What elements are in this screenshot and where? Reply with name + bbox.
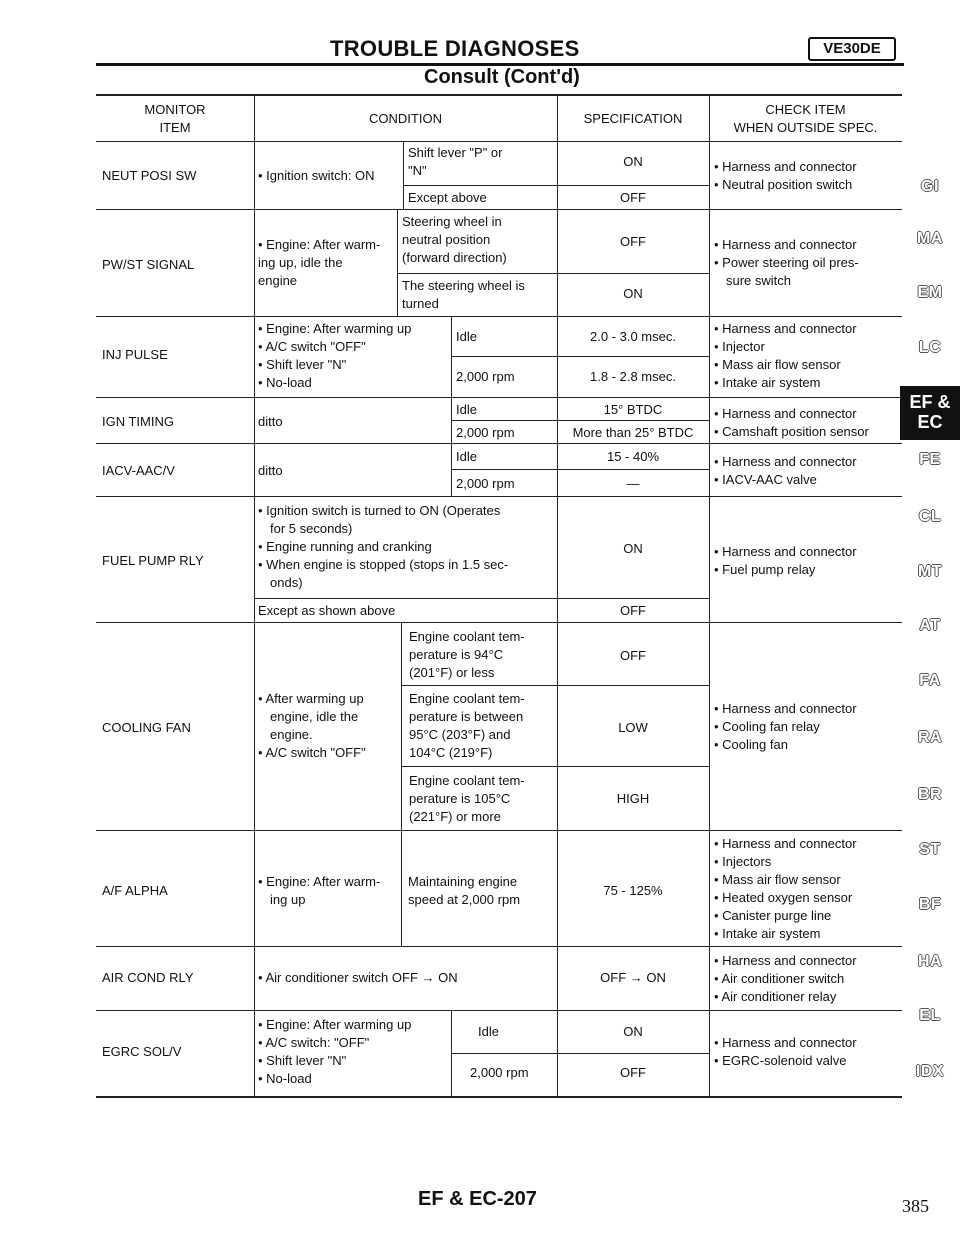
sub-condition: Idle [456, 449, 477, 464]
sub-condition: 2,000 rpm [456, 369, 515, 384]
sidebar-tab-fe[interactable]: FE [919, 451, 941, 468]
monitor-item: INJ PULSE [102, 347, 168, 362]
specification: 15 - 40% [606, 449, 660, 464]
condition: • Ignition switch is turned to ON (Operates for 5 seconds) • Engine running and cranking • When engine is stopped (stops in 1.5 sec- onds) [258, 503, 509, 590]
col-header-check-item: CHECK ITEM WHEN OUTSIDE SPEC. [733, 102, 878, 135]
monitor-item: COOLING FAN [102, 720, 191, 735]
specification: LOW [618, 720, 648, 735]
monitor-item: PW/ST SIGNAL [102, 257, 195, 272]
sub-condition: Engine coolant tem- perature is between 95°C (203°F) and 104°C (219°F) [409, 691, 525, 760]
sidebar-tab-ef-ec[interactable]: EF & EC [900, 386, 960, 440]
specification: OFF [620, 190, 646, 205]
sub-condition: Idle [456, 402, 477, 417]
col-header-specification: SPECIFICATION [583, 111, 683, 126]
specification: 1.8 - 2.8 msec. [590, 369, 676, 384]
monitor-item: IACV-AAC/V [102, 463, 175, 478]
specification: OFF → ON [600, 970, 666, 985]
check-items: • Harness and connector • Neutral position switch [714, 159, 857, 192]
condition: • Engine: After warming up • A/C switch: "OFF" • Shift lever "N" • No-load [258, 1017, 412, 1086]
condition: • Engine: After warm- ing up, idle the engine [258, 237, 381, 288]
sidebar-tab-gi[interactable]: GI [921, 178, 939, 195]
condition: ditto [258, 414, 283, 429]
sub-condition: 2,000 rpm [456, 476, 515, 491]
specification: HIGH [616, 791, 650, 806]
check-items: • Harness and connector • Air conditioner switch • Air conditioner relay [714, 953, 857, 1004]
sub-condition: 2,000 rpm [456, 425, 515, 440]
sub-condition: Shift lever "P" or "N" [408, 145, 503, 178]
check-items: • Harness and connector • Injector • Mass air flow sensor • Intake air system [714, 321, 857, 390]
monitor-item: FUEL PUMP RLY [102, 553, 204, 568]
check-items: • Harness and connector • Cooling fan relay • Cooling fan [714, 701, 857, 752]
monitor-item: AIR COND RLY [102, 970, 194, 985]
page-number: 385 [902, 1196, 929, 1216]
specification: — [626, 476, 640, 491]
specification: OFF [620, 234, 646, 249]
specification: OFF [620, 648, 646, 663]
sidebar-tab-el[interactable]: EL [919, 1007, 941, 1024]
specification: 75 - 125% [603, 883, 663, 898]
sidebar-tab-ha[interactable]: HA [917, 953, 943, 970]
sub-condition: Engine coolant tem- perature is 105°C (221°F) or more [409, 773, 525, 824]
page-subtitle: Consult (Cont'd) [424, 66, 580, 88]
specification: 2.0 - 3.0 msec. [590, 329, 676, 344]
check-items: • Harness and connector • Fuel pump relay [714, 544, 857, 577]
sidebar-tab-fa[interactable]: FA [919, 672, 941, 689]
specification: ON [623, 286, 643, 301]
sub-condition: The steering wheel is turned [402, 278, 525, 311]
condition: • After warming up engine, idle the engine. • A/C switch "OFF" [258, 691, 366, 760]
check-items: • Harness and connector • Injectors • Mass air flow sensor • Heated oxygen sensor • Canister purge line • Intake air system [714, 836, 857, 941]
sub-condition: 2,000 rpm [470, 1065, 529, 1080]
sub-condition: Idle [478, 1024, 499, 1039]
sidebar-tab-at[interactable]: AT [919, 617, 941, 634]
specification: OFF [620, 1065, 646, 1080]
monitor-item: IGN TIMING [102, 414, 174, 429]
sub-condition: Idle [456, 329, 477, 344]
specification: ON [623, 1024, 643, 1039]
sidebar-tab-ra[interactable]: RA [917, 729, 943, 746]
check-items: • Harness and connector • IACV-AAC valve [714, 454, 857, 487]
page-footer-label: EF & EC-207 [418, 1188, 537, 1210]
sidebar-tab-em[interactable]: EM [917, 284, 943, 301]
specification: 15° BTDC [603, 402, 663, 417]
sidebar-tab-ma[interactable]: MA [917, 230, 943, 247]
sidebar-tab-mt[interactable]: MT [917, 563, 943, 580]
col-header-condition: CONDITION [369, 111, 442, 126]
monitor-item: NEUT POSI SW [102, 168, 197, 183]
sidebar-tab-br[interactable]: BR [917, 786, 943, 803]
sidebar-tab-st[interactable]: ST [919, 841, 941, 858]
specification: OFF [620, 603, 646, 618]
monitor-item: EGRC SOL/V [102, 1044, 182, 1059]
specification: ON [623, 541, 643, 556]
condition: Except as shown above [258, 603, 396, 618]
condition: • Engine: After warming up • A/C switch "OFF" • Shift lever "N" • No-load [258, 321, 412, 390]
sub-condition: Steering wheel in neutral position (forward direction) [402, 214, 507, 265]
page-title: TROUBLE DIAGNOSES [330, 36, 580, 61]
sidebar-tab-cl[interactable]: CL [918, 508, 942, 525]
sub-condition: Except above [408, 190, 487, 205]
sidebar-tab-idx[interactable]: IDX [915, 1063, 945, 1080]
check-items: • Harness and connector • Camshaft position sensor [714, 406, 869, 439]
specification: ON [623, 154, 643, 169]
engine-badge: VE30DE [808, 37, 896, 61]
check-items: • Harness and connector • Power steering oil pres- sure switch [714, 237, 859, 288]
sub-condition: Maintaining engine speed at 2,000 rpm [408, 874, 521, 907]
col-header-monitor-item: MONITOR ITEM [144, 102, 206, 135]
specification: More than 25° BTDC [572, 425, 694, 440]
check-items: • Harness and connector • EGRC-solenoid valve [714, 1035, 857, 1068]
condition: • Engine: After warm- ing up [258, 874, 381, 907]
condition: ditto [258, 463, 283, 478]
condition: • Ignition switch: ON [258, 168, 375, 183]
sidebar-tab-lc[interactable]: LC [918, 339, 942, 356]
sub-condition: Engine coolant tem- perature is 94°C (201°F) or less [409, 629, 525, 680]
monitor-item: A/F ALPHA [102, 883, 168, 898]
sidebar-tab-bf[interactable]: BF [918, 896, 942, 913]
condition: • Air conditioner switch OFF → ON [258, 970, 458, 985]
